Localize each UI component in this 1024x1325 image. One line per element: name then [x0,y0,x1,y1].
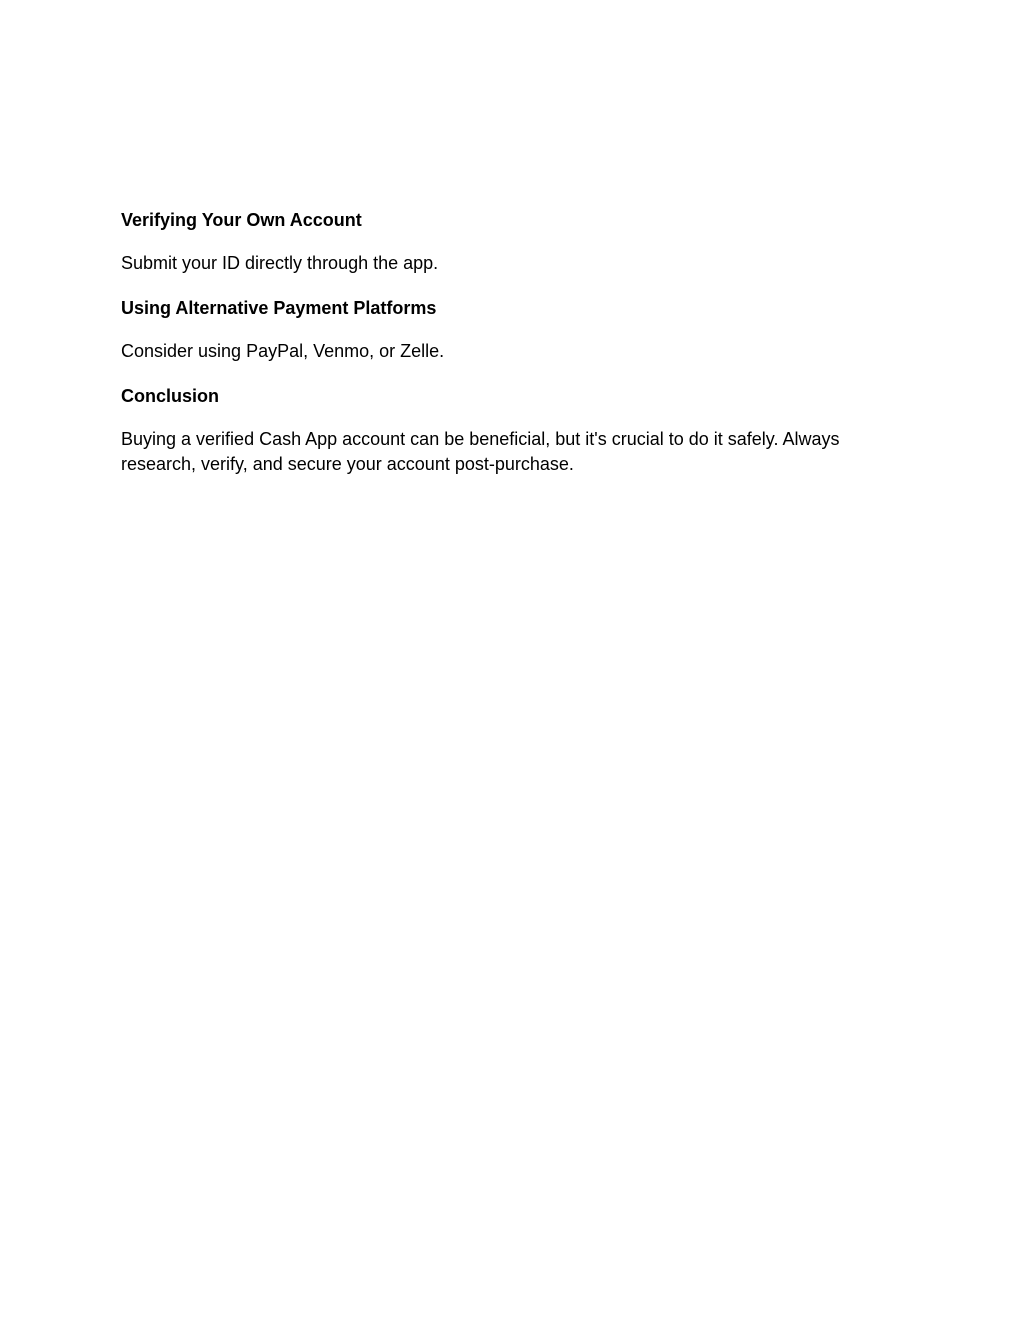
section-heading-conclusion: Conclusion [121,386,219,406]
section-body-conclusion: Buying a verified Cash App account can be beneficial, but it's crucial to do it safely. Always research, verify, and secure your account post-purchase. [121,429,840,474]
section-body-alternative-platforms: Consider using PayPal, Venmo, or Zelle. [121,341,445,361]
document-content [121,207,901,496]
section-heading-verifying-account: Verifying Your Own Account [121,210,362,230]
section-heading-alternative-platforms: Using Alternative Payment Platforms [121,298,437,318]
section-body-verifying-account: Submit your ID directly through the app. [121,253,439,273]
